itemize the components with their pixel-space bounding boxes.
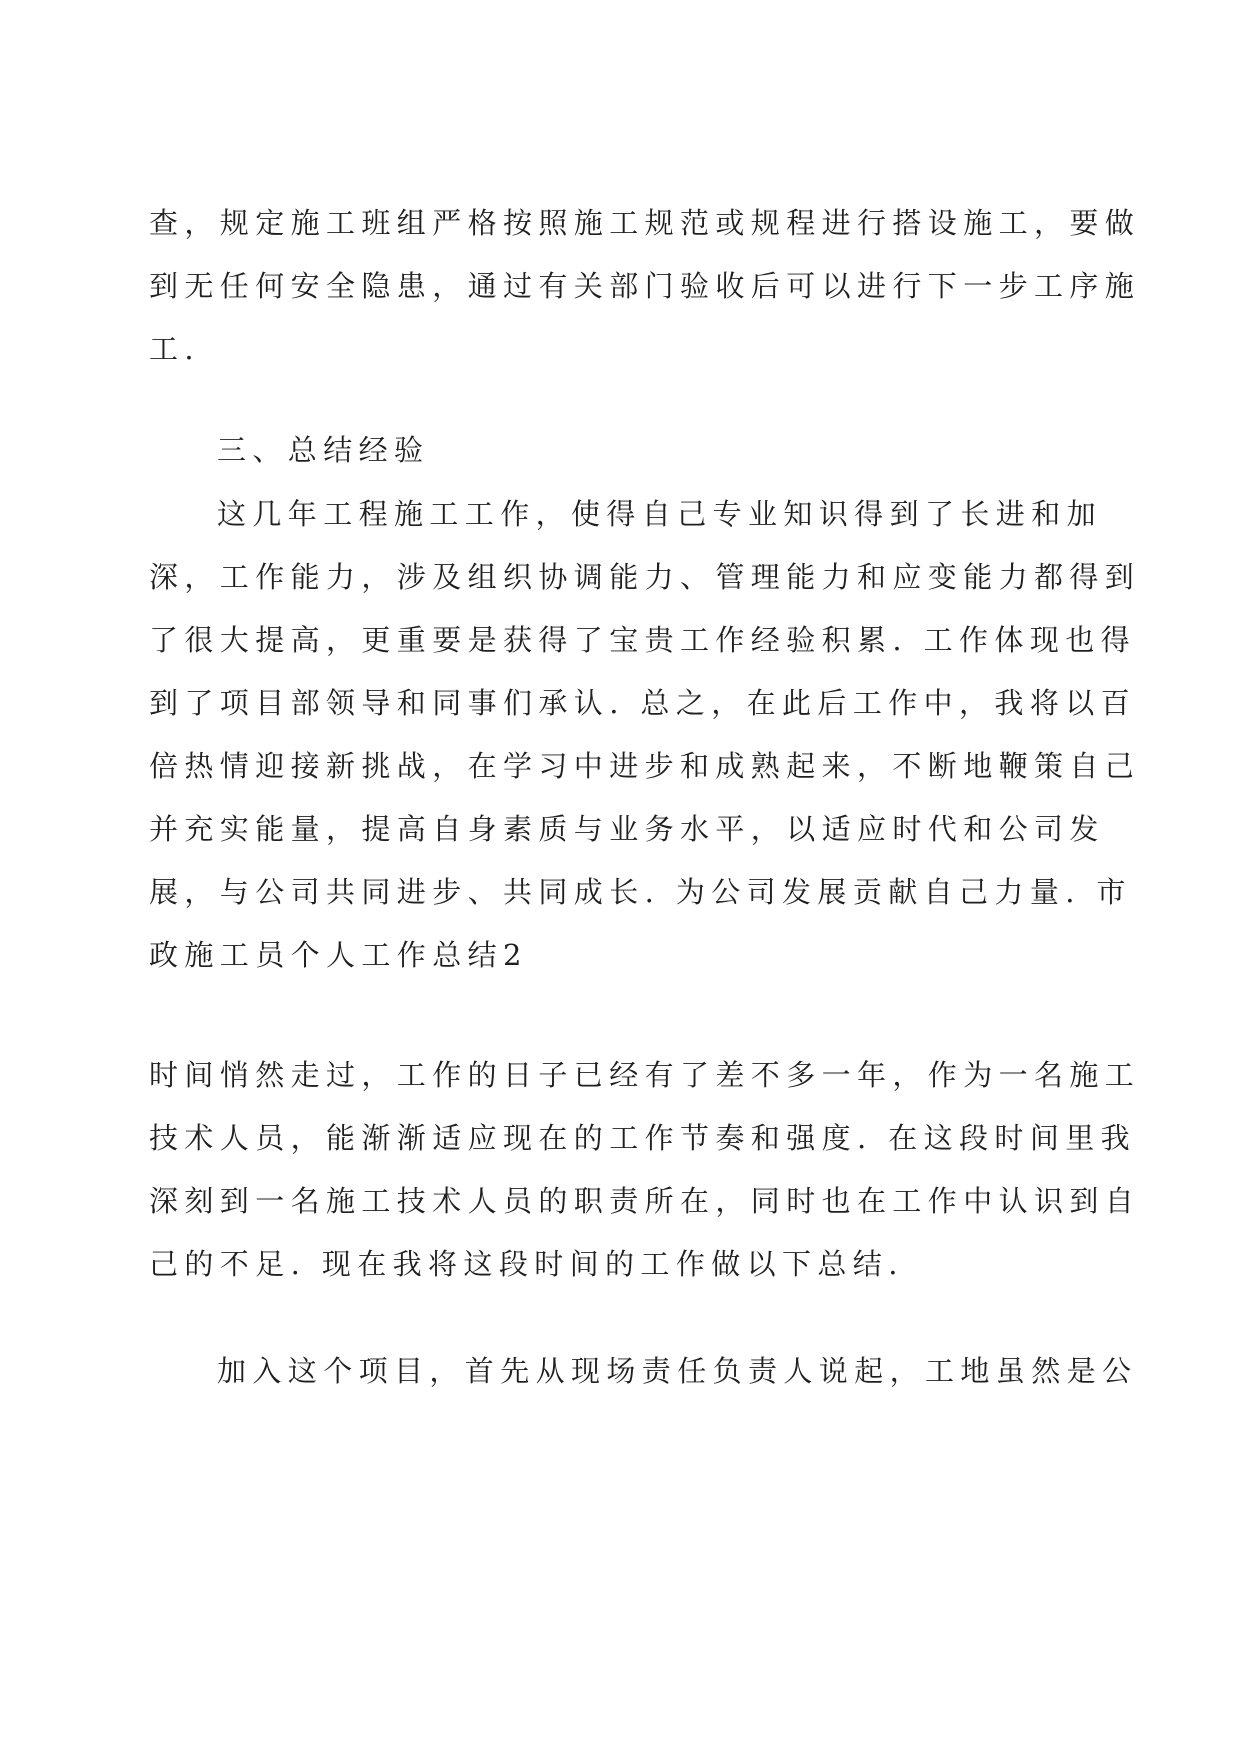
text-line: 技术人员，能渐渐适应现在的工作节奏和强度. 在这段时间里我 [149, 1121, 1137, 1155]
text-line: 了很大提高，更重要是获得了宝贵工作经验积累. 工作体现也得 [149, 623, 1137, 657]
text-line: 到无任何安全隐患，通过有关部门验收后可以进行下一步工序施 [149, 269, 1141, 303]
text-line: 政施工员个人工作总结2 [149, 938, 528, 972]
text-line: 这几年工程施工工作，使得自己专业知识得到了长进和加 [217, 497, 1103, 531]
text-line: 并充实能量，提高自身素质与业务水平，以适应时代和公司发 [149, 812, 1105, 846]
text-line: 深，工作能力，涉及组织协调能力、管理能力和应变能力都得到 [149, 560, 1141, 594]
heading-text: 三、总结经验 [217, 433, 430, 467]
text-line: 到了项目部领导和同事们承认. 总之，在此后工作中，我将以百 [149, 686, 1137, 720]
text-line: 倍热情迎接新挑战，在学习中进步和成熟起来，不断地鞭策自己 [149, 749, 1141, 783]
text-line: 查，规定施工班组严格按照施工规范或规程进行搭设施工，要做 [149, 206, 1141, 240]
text-line: 展，与公司共同进步、共同成长. 为公司发展贡献自己力量. 市 [149, 875, 1132, 909]
text-line: 工. [149, 332, 201, 366]
text-line: 深刻到一名施工技术人员的职责所在，同时也在工作中认识到自 [149, 1184, 1141, 1218]
text-line: 加入这个项目，首先从现场责任负责人说起，工地虽然是公 [217, 1354, 1138, 1388]
text-line: 时间悄然走过，工作的日子已经有了差不多一年，作为一名施工 [149, 1058, 1141, 1092]
text-line: 己的不足. 现在我将这段时间的工作做以下总结. [149, 1247, 904, 1281]
